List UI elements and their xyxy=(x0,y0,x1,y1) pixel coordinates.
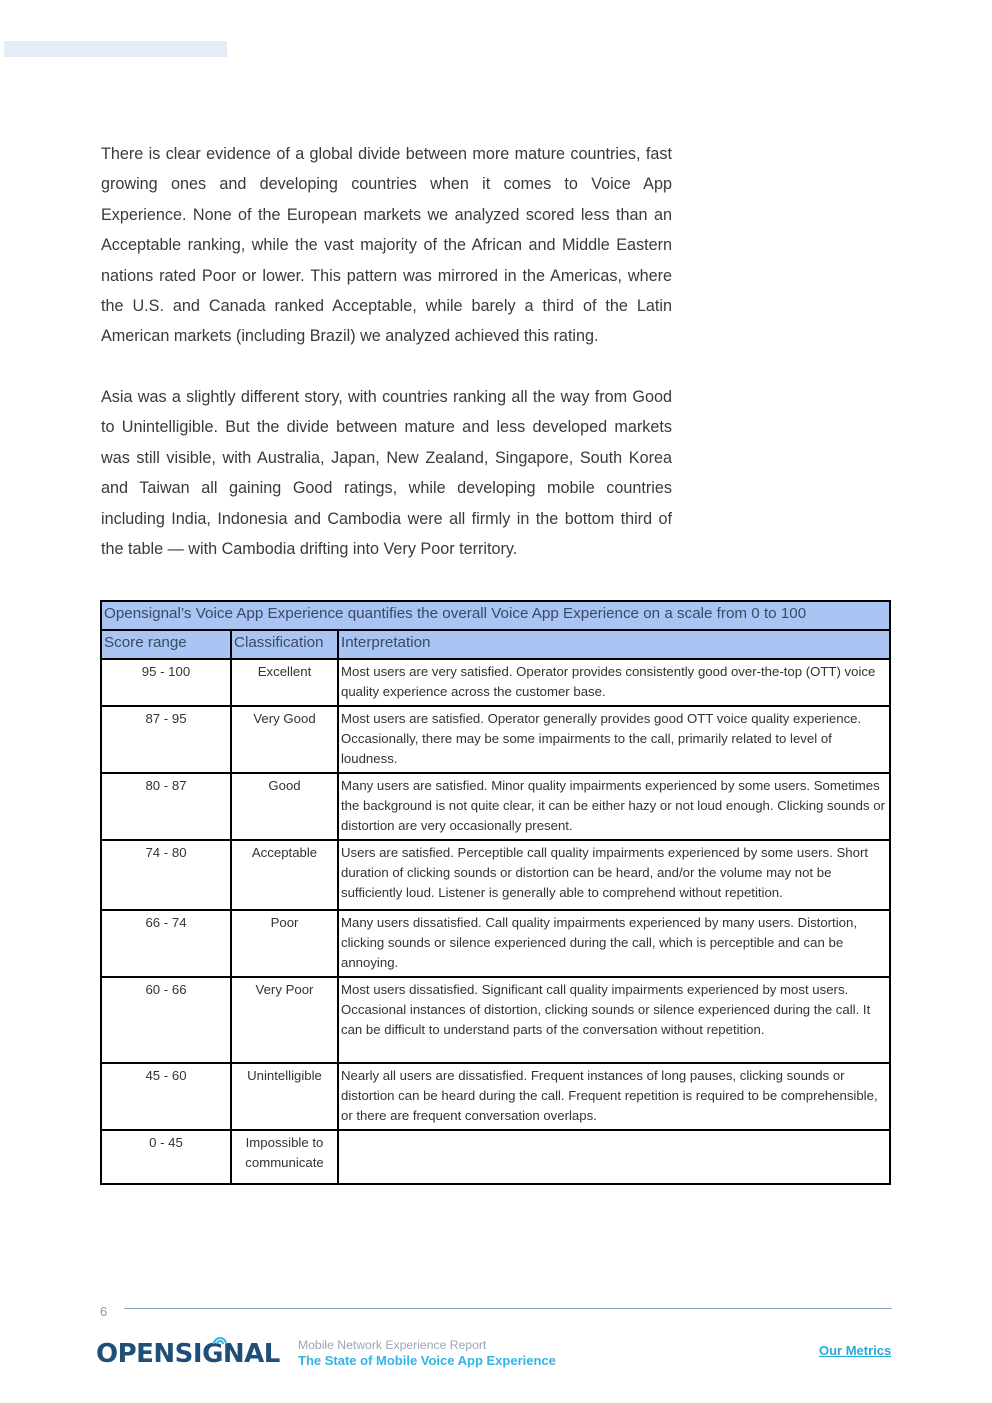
interpretation-cell: Many users are satisfied. Minor quality impairments experienced by some users. Sometimes the background is not quite clear, it can be either hazy or not loud enough. Clicking sounds or distortion are very occasionally present. xyxy=(338,773,890,840)
body-paragraph-2: Asia was a slightly different story, with countries ranking all the way from Good to Unintelligible. But the divide between mature and less developed markets was still visible, with Australia, Japan, New Zealand, Singapore, South Korea and Taiwan all gaining Good ratings, while developing mobile countries including India, Indonesia and Cambodia were all firmly in the bottom third of the table — with Cambodia drifting into Very Poor territory. xyxy=(101,388,672,559)
interpretation-cell: Most users dissatisfied. Significant call quality impairments experienced by most users. Occasional instances of distortion, clicking sounds or silence experienced during the call. It can be difficult to understand parts of the conversation without repetition. xyxy=(338,977,890,1063)
classification-cell: Acceptable xyxy=(231,840,338,910)
classification-cell: Very Good xyxy=(231,706,338,773)
our-metrics-link[interactable]: Our Metrics xyxy=(819,1343,892,1358)
table-row xyxy=(101,706,890,773)
body-paragraph-1: There is clear evidence of a global divide between more mature countries, fast growing ones and developing countries when it comes to Voice App Experience. None of the European markets we analyzed scored less than an Acceptable ranking, while the vast majority of the African and Middle Eastern nations rated Poor or lower. This pattern was mirrored in the Americas, where the U.S. and Canada ranked Acceptable, while barely a third of the Latin American markets (including Brazil) we analyzed achieved this rating. xyxy=(101,145,672,346)
interpretation-cell: Users are satisfied. Perceptible call quality impairments experienced by some users. Short duration of clicking sounds or distortion can be heard, and/or the volume may not be sufficiently loud. Listener is generally able to comprehend without repetition. xyxy=(338,840,890,910)
table-title: Opensignal’s Voice App Experience quantifies the overall Voice App Experience on a scale from 0 to 100 xyxy=(101,601,890,630)
classification-cell: Unintelligible xyxy=(231,1063,338,1130)
classification-cell: Very Poor xyxy=(231,977,338,1063)
table-row xyxy=(101,840,890,910)
classification-cell: Impossible to communicate xyxy=(231,1130,338,1184)
classification-cell: Good xyxy=(231,773,338,840)
interpretation-cell xyxy=(338,1130,890,1184)
score-range-cell: 60 - 66 xyxy=(101,977,231,1063)
table-row xyxy=(101,773,890,840)
table-row xyxy=(101,659,890,706)
header-score-range: Score range xyxy=(101,630,231,659)
footer-divider xyxy=(124,1308,892,1309)
opensignal-logo xyxy=(96,1333,280,1369)
classification-cell: Poor xyxy=(231,910,338,977)
header-classification: Classification xyxy=(231,630,338,659)
table-title-row xyxy=(101,601,890,630)
interpretation-cell: Many users dissatisfied. Call quality impairments experienced by many users. Distortion, clicking sounds or silence experienced during the call, which is perceptible and can be annoying. xyxy=(338,910,890,977)
interpretation-cell: Most users are very satisfied. Operator provides consistently good over-the-top (OTT) voice quality experience across the customer base. xyxy=(338,659,890,706)
classification-cell: Excellent xyxy=(231,659,338,706)
score-range-cell: 0 - 45 xyxy=(101,1130,231,1184)
table-row xyxy=(101,1063,890,1130)
score-table xyxy=(100,600,891,1185)
interpretation-cell: Nearly all users are dissatisfied. Frequent instances of long pauses, clicking sounds or distortion can be heard during the call. Frequent repetition is required to be comprehensible, or there are frequent conversation overlaps. xyxy=(338,1063,890,1130)
score-range-cell: 80 - 87 xyxy=(101,773,231,840)
score-table-container xyxy=(100,600,889,1185)
table-header-row xyxy=(101,630,890,659)
header-tab-bar xyxy=(4,41,227,57)
signal-icon xyxy=(211,1333,229,1345)
table-row xyxy=(101,910,890,977)
score-range-cell: 45 - 60 xyxy=(101,1063,231,1130)
score-range-cell: 66 - 74 xyxy=(101,910,231,977)
table-row xyxy=(101,977,890,1063)
score-range-cell: 95 - 100 xyxy=(101,659,231,706)
logo-text: OPENSIGNAL xyxy=(96,1339,280,1369)
score-range-cell: 74 - 80 xyxy=(101,840,231,910)
interpretation-cell: Most users are satisfied. Operator generally provides good OTT voice quality experience. Occasionally, there may be some impairments to the call, primarily related to level of loudness. xyxy=(338,706,890,773)
report-title: The State of Mobile Voice App Experience xyxy=(298,1353,556,1368)
page-number: 6 xyxy=(100,1304,108,1319)
header-interpretation: Interpretation xyxy=(338,630,890,659)
report-subtitle: Mobile Network Experience Report xyxy=(298,1338,487,1352)
score-range-cell: 87 - 95 xyxy=(101,706,231,773)
table-row xyxy=(101,1130,890,1184)
